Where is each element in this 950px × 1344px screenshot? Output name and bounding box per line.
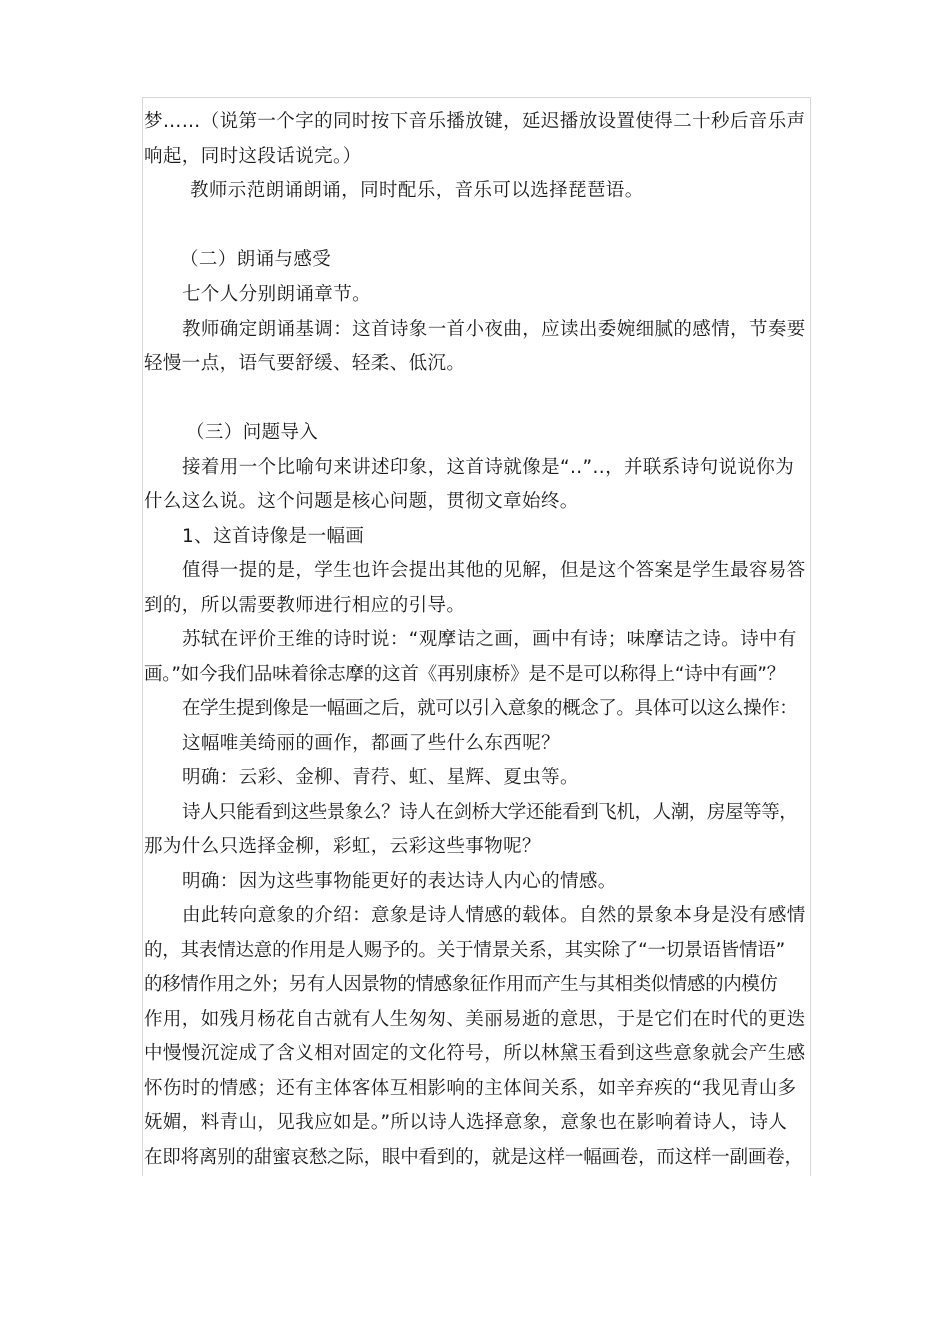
text-line: 那为什么只选择金柳，彩虹，云彩这些事物呢？ xyxy=(144,836,541,857)
text-line: 接着用一个比喻句来讲述印象，这首诗就像是“..”..，并联系诗句说说你为 xyxy=(182,457,795,478)
text-line: 七个人分别朗诵章节。 xyxy=(182,284,372,305)
text-line: 明确：云彩、金柳、青荇、虹、星辉、夏虫等。 xyxy=(182,767,579,788)
section-heading: （三）问题导入 xyxy=(186,422,319,443)
text-line: 轻慢一点，语气要舒缓、轻柔、低沉。 xyxy=(144,353,466,374)
text-line: 怀伤时的情感；还有主体客体互相影响的主体间关系，如辛弃疾的“我见青山多 xyxy=(144,1078,797,1099)
text-line: 画。”如今我们品味着徐志摩的这首《再别康桥》是不是可以称得上“诗中有画”？ xyxy=(144,664,786,685)
text-line: 到的，所以需要教师进行相应的引导。 xyxy=(144,595,466,616)
text-line: 诗人只能看到这些景象么？诗人在剑桥大学还能看到飞机，人潮，房屋等等， xyxy=(182,802,798,823)
text-line: 教师确定朗诵基调：这首诗象一首小夜曲，应读出委婉细腻的感情，节奏要 xyxy=(182,319,806,340)
text-line: 苏轼在评价王维的诗时说：“观摩诘之画，画中有诗；味摩诘之诗。诗中有 xyxy=(182,629,797,650)
text-line: 妩媚，料青山，见我应如是。”所以诗人选择意象，意象也在影响着诗人，诗人 xyxy=(144,1112,788,1133)
text-line: 明确：因为这些事物能更好的表达诗人内心的情感。 xyxy=(182,871,617,892)
text-line: 教师示范朗诵朗诵，同时配乐，音乐可以选择琵琶语。 xyxy=(190,180,644,201)
text-line: 的移情作用之外；另有人因景物的情感象征作用而产生与其相类似情感的内模仿 xyxy=(144,974,778,995)
text-line: 在即将离别的甜蜜哀愁之际，眼中看到的，就是这样一幅画卷，而这样一副画卷， xyxy=(144,1147,803,1168)
text-line: 作用，如残月杨花自古就有人生匆匆、美丽易逝的意思，于是它们在时代的更迭 xyxy=(144,1009,806,1030)
text-line: 这幅唯美绮丽的画作，都画了些什么东西呢？ xyxy=(182,733,561,754)
section-heading: （二）朗诵与感受 xyxy=(180,249,332,270)
text-line: 响起，同时这段话说完。） xyxy=(144,146,362,167)
text-line: 什么这么说。这个问题是核心问题，贯彻文章始终。 xyxy=(144,491,579,512)
text-line: 值得一提的是，学生也许会提出其他的见解，但是这个答案是学生最容易答 xyxy=(182,560,806,581)
text-line: 梦……（说第一个字的同时按下音乐播放键，延迟播放设置使得二十秒后音乐声 xyxy=(144,111,806,132)
text-line: 的，其表情达意的作用是人赐予的。关于情景关系，其实除了“一切景语皆情语” xyxy=(144,940,785,961)
subheading: 1、这首诗像是一幅画 xyxy=(182,526,365,547)
text-line: 在学生提到像是一幅画之后，就可以引入意象的概念了。具体可以这么操作： xyxy=(182,698,798,719)
text-line: 由此转向意象的介绍：意象是诗人情感的载体。自然的景象本身是没有感情 xyxy=(182,905,806,926)
text-line: 中慢慢沉淀成了含义相对固定的文化符号，所以林黛玉看到这些意象就会产生感 xyxy=(144,1043,806,1064)
